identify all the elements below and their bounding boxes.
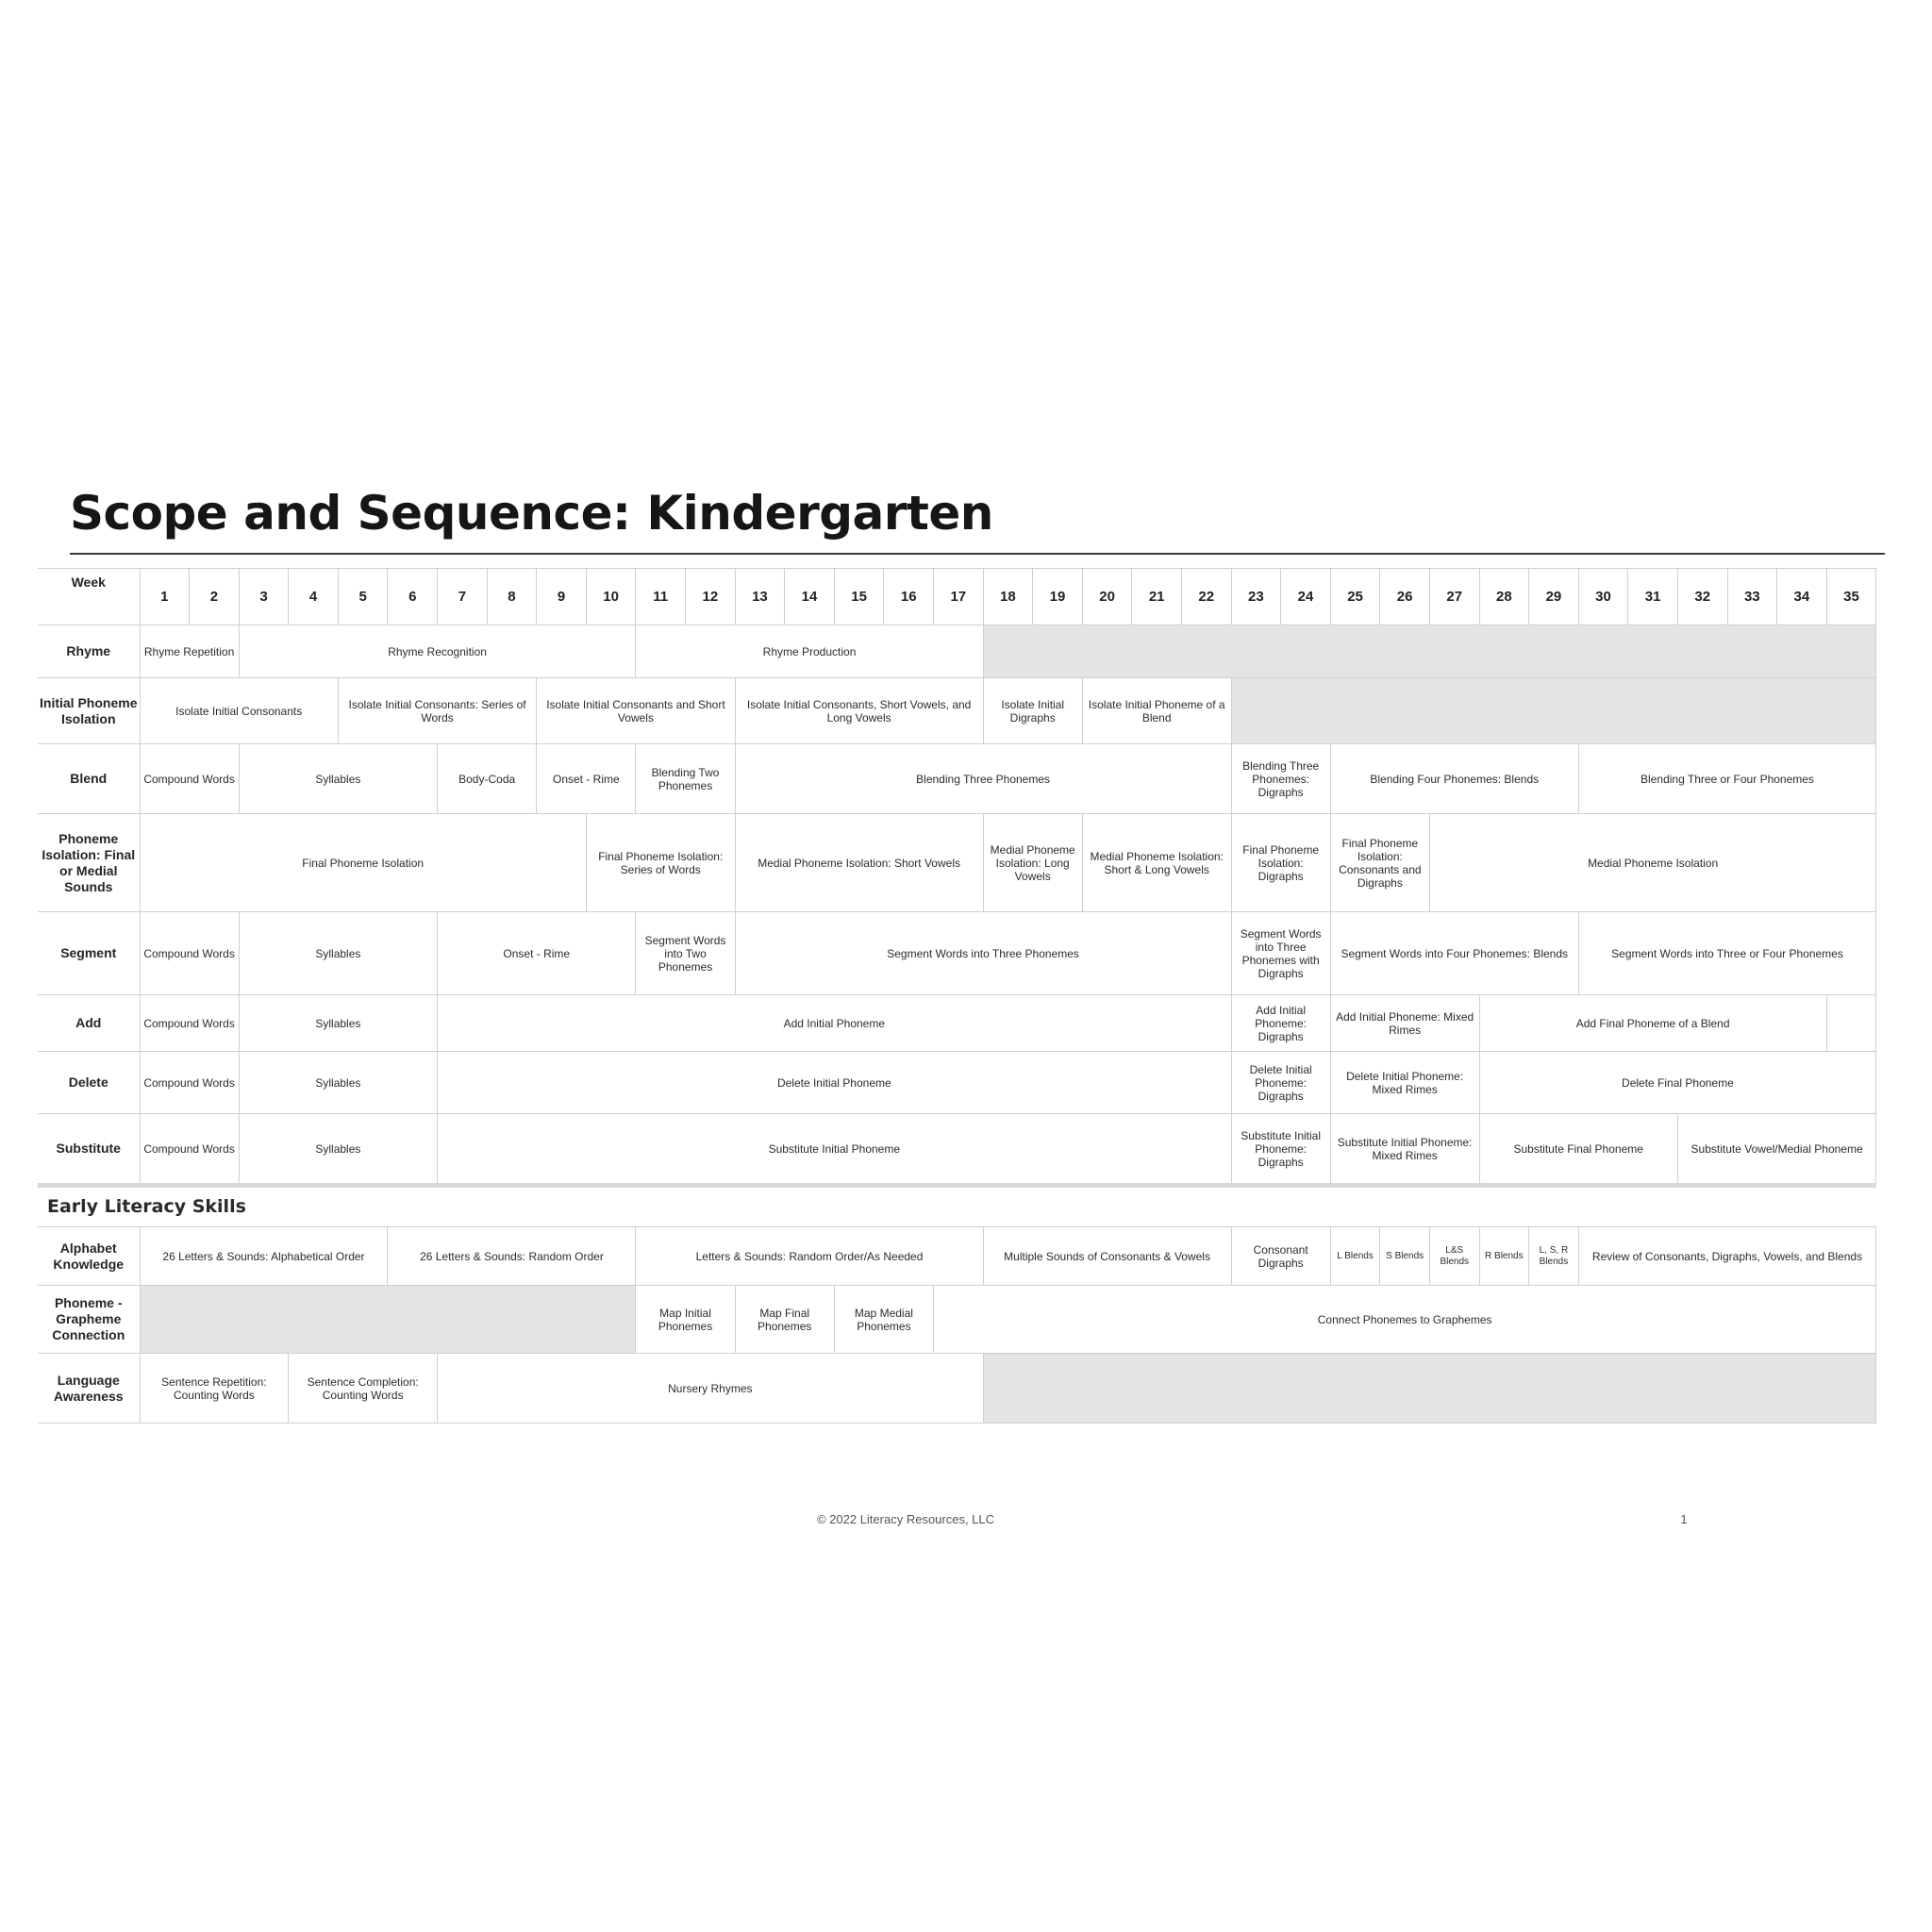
week-number: 29 [1529, 569, 1579, 625]
skill-cell: Isolate Initial Consonants [140, 678, 338, 744]
skill-cell: Nursery Rhymes [438, 1354, 984, 1424]
row-label: Language Awareness [38, 1354, 140, 1424]
skill-cell: Blending Three Phonemes: Digraphs [1231, 744, 1330, 814]
skill-cell: Isolate Initial Consonants and Short Vowels [537, 678, 735, 744]
page-title: Scope and Sequence: Kindergarten [70, 486, 993, 541]
delete-row [38, 1052, 1876, 1114]
week-header-row [38, 569, 1876, 625]
empty-cell [983, 1354, 1876, 1424]
section-heading: Early Literacy Skills [47, 1196, 246, 1217]
week-number: 34 [1777, 569, 1827, 625]
row-label: Blend [38, 744, 140, 814]
skill-cell: L, S, R Blends [1529, 1227, 1579, 1286]
week-number: 3 [239, 569, 289, 625]
early-literacy-table [38, 1226, 1876, 1424]
skill-cell: Onset - Rime [537, 744, 636, 814]
week-number: 17 [934, 569, 984, 625]
skill-cell: Substitute Initial Phoneme: Digraphs [1231, 1114, 1330, 1186]
week-number: 9 [537, 569, 587, 625]
phoneme-grapheme-row [38, 1286, 1876, 1354]
week-number: 27 [1429, 569, 1479, 625]
week-number: 26 [1380, 569, 1430, 625]
skill-cell: Medial Phoneme Isolation [1429, 814, 1875, 912]
week-number: 32 [1677, 569, 1727, 625]
skill-cell: Syllables [239, 995, 437, 1052]
row-label: Add [38, 995, 140, 1052]
week-number: 23 [1231, 569, 1281, 625]
week-number: 30 [1578, 569, 1628, 625]
week-number: 10 [586, 569, 636, 625]
skill-cell: Delete Initial Phoneme: Mixed Rimes [1330, 1052, 1479, 1114]
week-number: 12 [686, 569, 736, 625]
week-number: 35 [1826, 569, 1876, 625]
week-number: 24 [1281, 569, 1331, 625]
week-number: 33 [1727, 569, 1777, 625]
row-label: Phoneme Isolation: Final or Medial Sounds [38, 814, 140, 912]
skill-cell: Delete Initial Phoneme: Digraphs [1231, 1052, 1330, 1114]
week-number: 8 [487, 569, 537, 625]
week-number: 6 [388, 569, 438, 625]
alphabet-knowledge-row [38, 1227, 1876, 1286]
skill-cell: Substitute Initial Phoneme: Mixed Rimes [1330, 1114, 1479, 1186]
skill-cell: Isolate Initial Consonants, Short Vowels, and Long Vowels [735, 678, 983, 744]
skill-cell: Final Phoneme Isolation: Digraphs [1231, 814, 1330, 912]
skill-cell: Rhyme Recognition [239, 625, 636, 678]
skill-cell: Segment Words into Four Phonemes: Blends [1330, 912, 1578, 995]
empty-cell [983, 625, 1876, 678]
skill-cell: Rhyme Production [636, 625, 983, 678]
skill-cell: Map Initial Phonemes [636, 1286, 735, 1354]
week-number: 13 [735, 569, 785, 625]
skill-cell: Multiple Sounds of Consonants & Vowels [983, 1227, 1231, 1286]
skill-cell: Add Final Phoneme of a Blend [1479, 995, 1826, 1052]
skill-cell: Medial Phoneme Isolation: Long Vowels [983, 814, 1082, 912]
skill-cell: Syllables [239, 912, 437, 995]
page-number: 1 [1680, 1512, 1688, 1526]
skill-cell: Body-Coda [438, 744, 537, 814]
week-number: 22 [1181, 569, 1231, 625]
week-label: Week [38, 569, 140, 625]
row-label: Initial Phoneme Isolation [38, 678, 140, 744]
skill-cell: Add Initial Phoneme: Mixed Rimes [1330, 995, 1479, 1052]
empty-cell [140, 1286, 636, 1354]
skill-cell: Substitute Final Phoneme [1479, 1114, 1677, 1186]
week-number: 28 [1479, 569, 1529, 625]
skill-cell: Isolate Initial Digraphs [983, 678, 1082, 744]
skill-cell: Syllables [239, 1052, 437, 1114]
skill-cell: Compound Words [140, 744, 239, 814]
skill-cell: Segment Words into Two Phonemes [636, 912, 735, 995]
rhyme-row [38, 625, 1876, 678]
title-divider [70, 553, 1885, 555]
segment-row [38, 912, 1876, 995]
skill-cell: Blending Three Phonemes [735, 744, 1231, 814]
week-number: 15 [834, 569, 884, 625]
skill-cell: Blending Four Phonemes: Blends [1330, 744, 1578, 814]
skill-cell: Syllables [239, 744, 437, 814]
skill-cell: 26 Letters & Sounds: Alphabetical Order [140, 1227, 388, 1286]
week-number: 31 [1628, 569, 1678, 625]
week-number: 18 [983, 569, 1033, 625]
skill-cell: Compound Words [140, 912, 239, 995]
skill-cell: Final Phoneme Isolation [140, 814, 586, 912]
skill-cell: Segment Words into Three or Four Phonemes [1578, 912, 1876, 995]
skill-cell: Delete Final Phoneme [1479, 1052, 1876, 1114]
week-number: 21 [1132, 569, 1182, 625]
skill-cell: Medial Phoneme Isolation: Short Vowels [735, 814, 983, 912]
final-medial-isolation-row [38, 814, 1876, 912]
row-label: Substitute [38, 1114, 140, 1186]
week-number: 25 [1330, 569, 1380, 625]
skill-cell: Blending Three or Four Phonemes [1578, 744, 1876, 814]
skill-cell: Add Initial Phoneme [438, 995, 1232, 1052]
skill-cell: Compound Words [140, 1052, 239, 1114]
skill-cell: Review of Consonants, Digraphs, Vowels, and Blends [1578, 1227, 1876, 1286]
copyright-notice: © 2022 Literacy Resources, LLC [816, 1512, 995, 1526]
blend-row [38, 744, 1876, 814]
skill-cell: Add Initial Phoneme: Digraphs [1231, 995, 1330, 1052]
skill-cell: Substitute Initial Phoneme [438, 1114, 1232, 1186]
skill-cell: Compound Words [140, 995, 239, 1052]
skill-cell: Sentence Repetition: Counting Words [140, 1354, 289, 1424]
skill-cell: Isolate Initial Phoneme of a Blend [1082, 678, 1231, 744]
skill-cell: Delete Initial Phoneme [438, 1052, 1232, 1114]
skill-cell: Letters & Sounds: Random Order/As Needed [636, 1227, 983, 1286]
skill-cell: Substitute Vowel/Medial Phoneme [1677, 1114, 1875, 1186]
week-number: 20 [1082, 569, 1132, 625]
week-number: 5 [338, 569, 388, 625]
skill-cell: 26 Letters & Sounds: Random Order [388, 1227, 636, 1286]
phonological-awareness-table [38, 568, 1876, 1188]
skill-cell: Blending Two Phonemes [636, 744, 735, 814]
row-label: Delete [38, 1052, 140, 1114]
skill-cell: R Blends [1479, 1227, 1529, 1286]
row-label: Rhyme [38, 625, 140, 678]
week-number: 16 [884, 569, 934, 625]
row-label: Phoneme - Grapheme Connection [38, 1286, 140, 1354]
row-label: Alphabet Knowledge [38, 1227, 140, 1286]
skill-cell: Segment Words into Three Phonemes with Digraphs [1231, 912, 1330, 995]
skill-cell: Compound Words [140, 1114, 239, 1186]
language-awareness-row [38, 1354, 1876, 1424]
week-number: 7 [438, 569, 488, 625]
skill-cell: Medial Phoneme Isolation: Short & Long Vowels [1082, 814, 1231, 912]
skill-cell: Final Phoneme Isolation: Consonants and Digraphs [1330, 814, 1429, 912]
week-number: 14 [785, 569, 835, 625]
row-label: Segment [38, 912, 140, 995]
substitute-row [38, 1114, 1876, 1186]
week-number: 4 [289, 569, 339, 625]
skill-cell: L&S Blends [1429, 1227, 1479, 1286]
empty-cell [1231, 678, 1876, 744]
skill-cell: Map Medial Phonemes [834, 1286, 933, 1354]
initial-phoneme-isolation-row [38, 678, 1876, 744]
skill-cell: S Blends [1380, 1227, 1430, 1286]
skill-cell: Rhyme Repetition [140, 625, 239, 678]
skill-cell: Sentence Completion: Counting Words [289, 1354, 438, 1424]
skill-cell: Isolate Initial Consonants: Series of Words [338, 678, 536, 744]
skill-cell: Segment Words into Three Phonemes [735, 912, 1231, 995]
skill-cell: Onset - Rime [438, 912, 636, 995]
week-number: 1 [140, 569, 190, 625]
skill-cell: Connect Phonemes to Graphemes [934, 1286, 1876, 1354]
skill-cell: L Blends [1330, 1227, 1380, 1286]
skill-cell: Consonant Digraphs [1231, 1227, 1330, 1286]
skill-cell: Syllables [239, 1114, 437, 1186]
week-number: 11 [636, 569, 686, 625]
empty-cell [1826, 995, 1876, 1052]
week-number: 19 [1033, 569, 1083, 625]
skill-cell: Final Phoneme Isolation: Series of Words [586, 814, 735, 912]
skill-cell: Map Final Phonemes [735, 1286, 834, 1354]
add-row [38, 995, 1876, 1052]
week-number: 2 [190, 569, 240, 625]
